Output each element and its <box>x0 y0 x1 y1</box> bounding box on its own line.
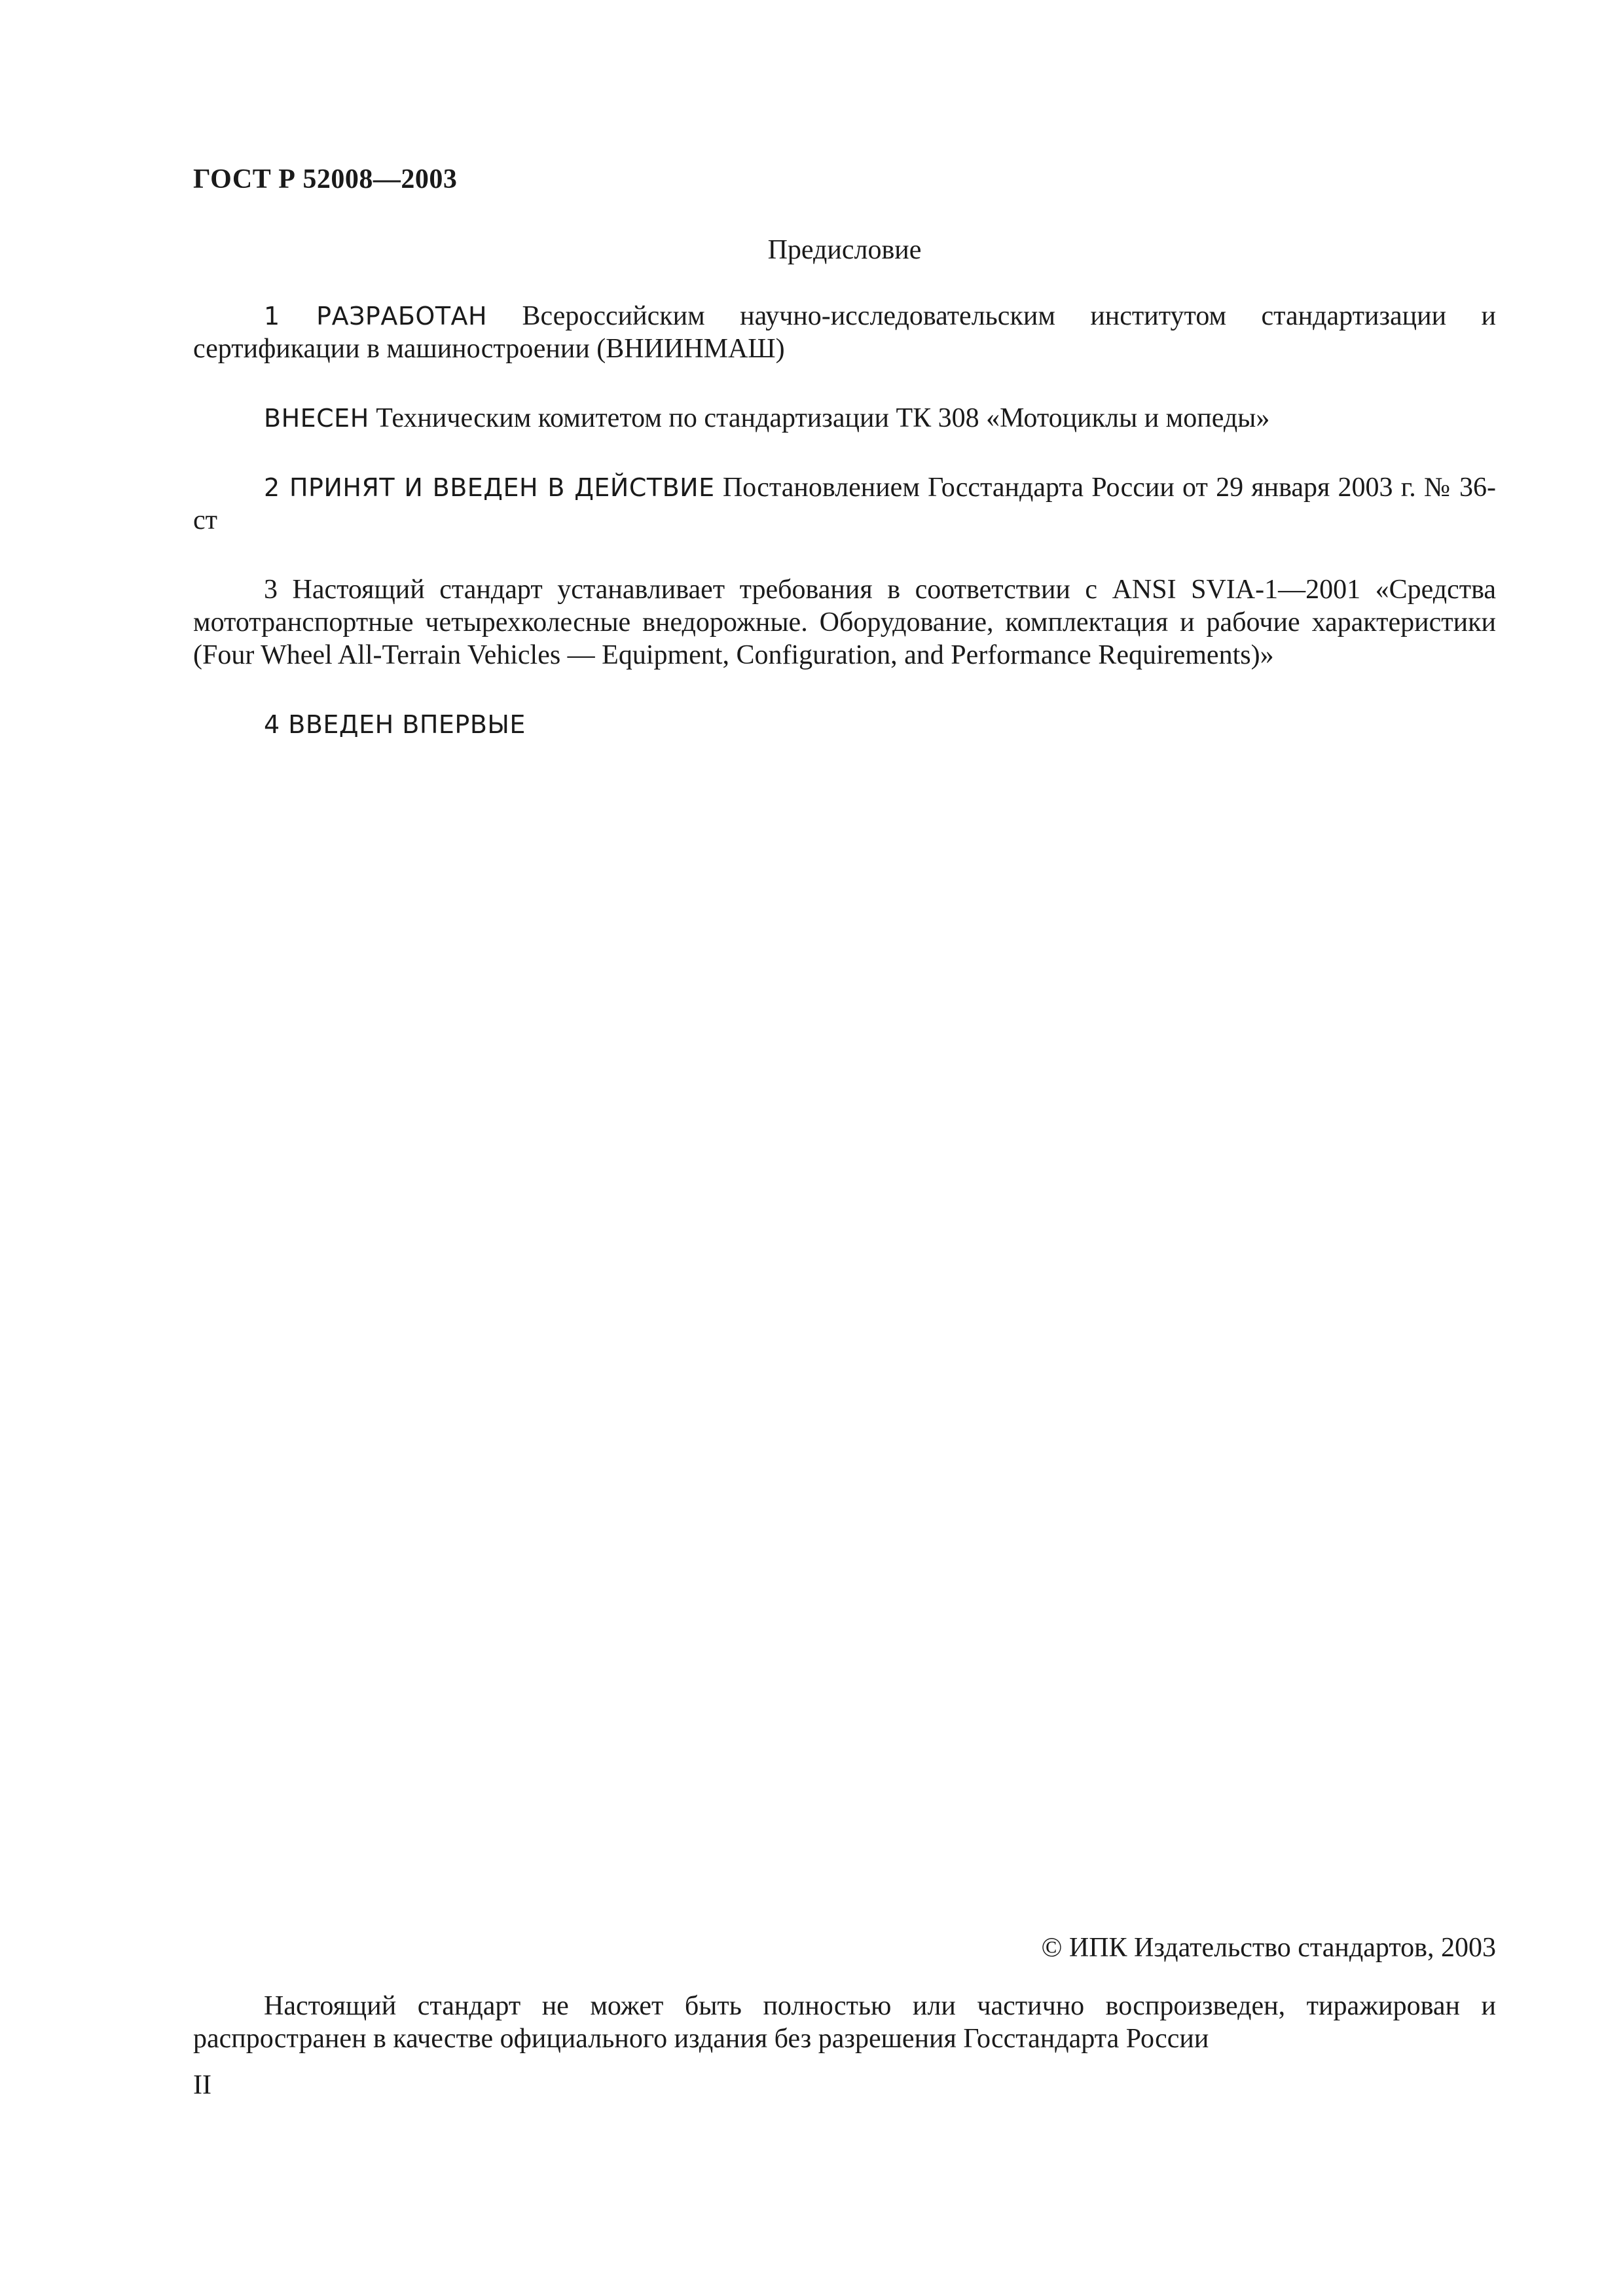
item-text: Настоящий стандарт устанавливает требования в соответствии с ANSI SVIA-1—2001 «Средства мототранспортные четырехколесные внедорожные. Оборудование, комплектация и рабочие характеристики (Four Wheel All-Terrain Vehicles — Equipment, Configuration, and Performance Requirements)» <box>193 575 1496 670</box>
foreword-body <box>193 300 1496 778</box>
item-text: Техническим комитетом по стандартизации ТК 308 «Мотоциклы и мопеды» <box>369 403 1270 433</box>
item-text: Постановлением Госстандарта России от 29 января 2003 г. № 36-ст <box>193 473 1497 535</box>
page-number: II <box>193 2070 211 2100</box>
item-lead: 1 РАЗРАБОТАН <box>264 302 488 331</box>
item-lead: ВНЕСЕН <box>264 404 369 433</box>
item-text: Всероссийским научно-исследовательским институтом стандартизации и сертификации в машиностроении (ВНИИНМАШ) <box>193 301 1496 364</box>
copyright-line: © ИПК Издательство стандартов, 2003 <box>1041 1933 1496 1963</box>
item-lead: 2 ПРИНЯТ И ВВЕДЕН В ДЕЙСТВИЕ <box>264 473 715 502</box>
document-code: ГОСТ Р 52008—2003 <box>193 164 458 194</box>
reproduction-notice: Настоящий стандарт не может быть полностью или частично воспроизведен, тиражирован и распространен в качестве официального издания без разрешения Госстандарта России <box>193 1991 1496 2054</box>
foreword-item-developed <box>193 300 1496 365</box>
foreword-item-submitted <box>193 402 1496 435</box>
foreword-title: Предисловие <box>767 235 922 265</box>
foreword-item-adopted <box>193 471 1496 537</box>
item-lead: 3 <box>264 575 278 605</box>
item-lead: 4 ВВЕДЕН ВПЕРВЫЕ <box>264 710 526 739</box>
foreword-item-requirements <box>193 573 1496 672</box>
foreword-item-first-introduced <box>193 708 1496 741</box>
